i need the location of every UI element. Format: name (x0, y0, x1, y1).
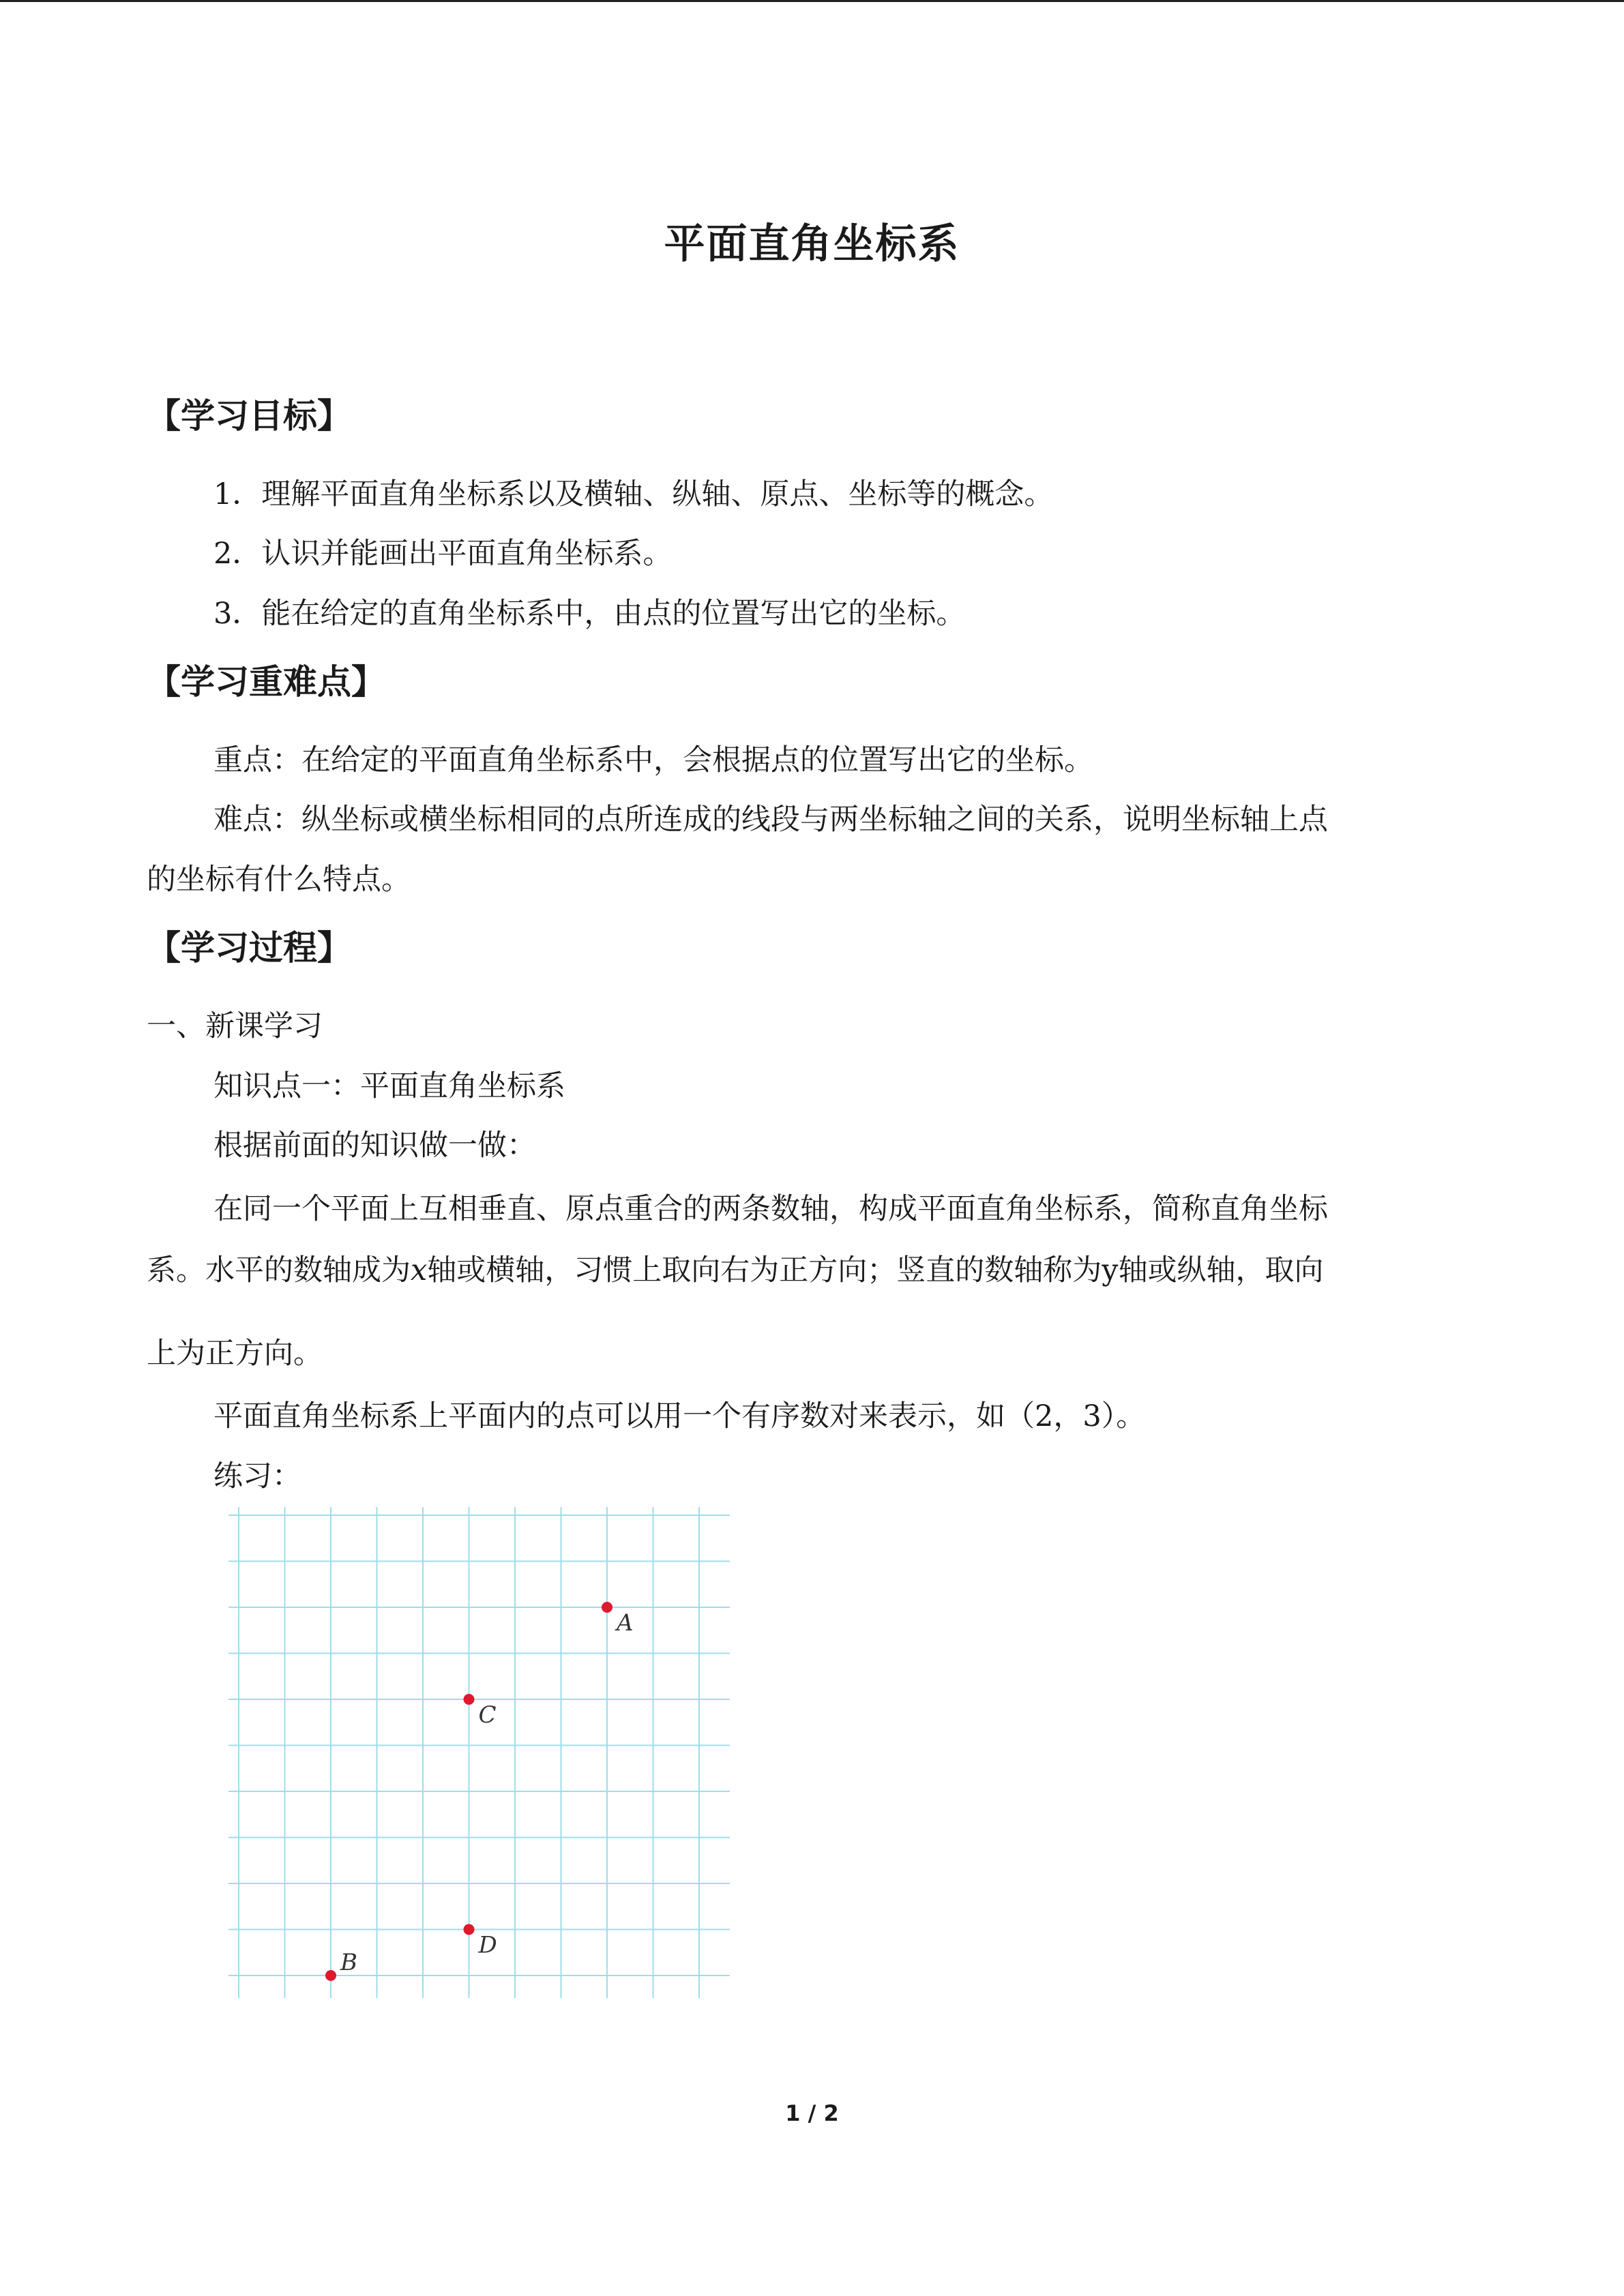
grid-lines (228, 1507, 730, 1998)
knowledge-point-label: 知识点一：平面直角坐标系 (213, 1069, 565, 1103)
difficulty-text-line2: 的坐标有什么特点。 (147, 863, 411, 897)
definition-line2-end: 轴或纵轴，取向 (1118, 1253, 1324, 1287)
page-title: 平面直角坐标系 (664, 220, 960, 268)
section-heading-keypoints: 【学习重难点】 (147, 662, 385, 702)
grid-point-label-c: C (478, 1701, 497, 1729)
practice-label: 练习： (213, 1459, 301, 1493)
y-axis-symbol: y (1102, 1253, 1119, 1287)
coordinate-grid-figure (228, 1507, 761, 2008)
goal-item-2: 2．认识并能画出平面直角坐标系。 (213, 537, 673, 571)
grid-point-label-d: D (478, 1931, 497, 1959)
difficulty-text-line1: 难点：纵坐标或横坐标相同的点所连成的线段与两坐标轴之间的关系，说明坐标轴上点 (213, 803, 1328, 837)
do-it-label: 根据前面的知识做一做： (213, 1129, 536, 1163)
top-border (0, 0, 1624, 2)
grid-svg (228, 1507, 761, 2008)
page-number: 1 / 2 (785, 2100, 839, 2126)
grid-point-label-a: A (617, 1609, 634, 1637)
definition-line2 (147, 1250, 1324, 1291)
grid-point-d (464, 1924, 475, 1935)
x-axis-symbol: x (411, 1253, 428, 1287)
goal-item-1: 1．理解平面直角坐标系以及横轴、纵轴、原点、坐标等的概念。 (213, 477, 1054, 511)
new-lesson-label: 一、新课学习 (147, 1009, 323, 1043)
grid-point-a (602, 1602, 612, 1613)
section-heading-process: 【学习过程】 (147, 928, 351, 968)
grid-point-label-b: B (340, 1949, 357, 1976)
grid-point-b (325, 1970, 336, 1981)
definition-line3: 上为正方向。 (147, 1337, 323, 1371)
section-heading-goals: 【学习目标】 (147, 396, 351, 436)
ordered-pair-text: 平面直角坐标系上平面内的点可以用一个有序数对来表示，如（2，3）。 (213, 1399, 1146, 1433)
goal-item-3: 3．能在给定的直角坐标系中，由点的位置写出它的坐标。 (213, 597, 966, 631)
key-point-text: 重点：在给定的平面直角坐标系中，会根据点的位置写出它的坐标。 (213, 743, 1093, 777)
definition-line2-post: 轴或横轴，习惯上取向右为正方向；竖直的数轴称为 (427, 1253, 1102, 1287)
definition-line2-pre: 系。水平的数轴成为 (147, 1253, 411, 1287)
definition-line1: 在同一个平面上互相垂直、原点重合的两条数轴，构成平面直角坐标系，简称直角坐标 (213, 1192, 1328, 1226)
grid-point-c (464, 1694, 475, 1705)
